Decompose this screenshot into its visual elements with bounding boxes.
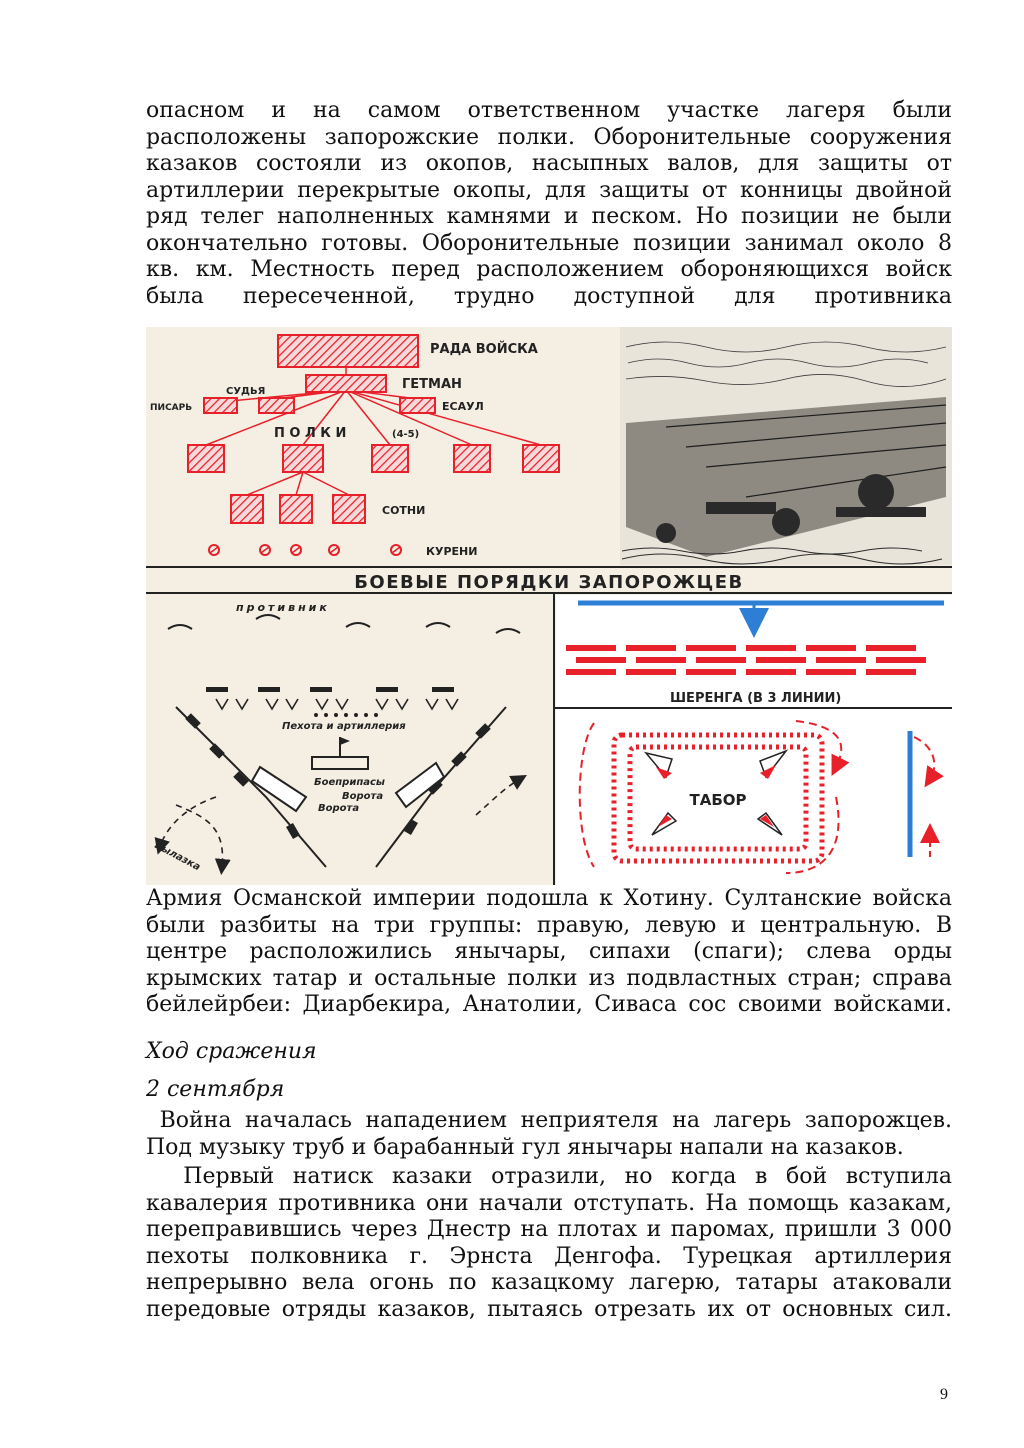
section-heading: [146, 1039, 952, 1066]
paragraph-war-start: [146, 1108, 959, 1161]
kureni-circles: [209, 545, 401, 555]
paragraph-first-assault: [146, 1164, 959, 1323]
rada-label: РАДА ВОЙСКА: [430, 342, 538, 357]
section-heading-text: Ход сражения: [146, 1039, 317, 1064]
boepripasy-label: Боеприпасы: [314, 777, 385, 788]
sudya-label: СУДЬЯ: [226, 386, 266, 397]
sotnya-box: [280, 495, 312, 523]
polk-box: [372, 445, 408, 472]
sudya-box: [259, 398, 294, 413]
polk-box: [454, 445, 490, 472]
esaul-box: [400, 398, 435, 413]
figure-svg: [146, 327, 952, 885]
pisar-box: [204, 398, 237, 413]
getman-label: ГЕТМАН: [402, 377, 462, 392]
battle-formation: [153, 593, 554, 885]
protivnik-label: противник: [236, 601, 330, 614]
paragraph-text: опасном и на самом ответственном участке лагеря были расположены запорожские полки. Оборонительные сооружения казаков состояли из окопов, насыпных валов, для защиты от артиллерии перекрытые окопы, для защиты от конницы двойной ряд телег наполненных камнями и песком. Но позиции не были окончательно готовы. Оборонительные позиции занимал около 8 кв. км. Местность перед расположением обороняющихся войск была пересеченной, трудно доступной для противника: [146, 98, 952, 309]
getman-box: [306, 375, 386, 392]
pehota-label: Пехота и артиллерия: [282, 721, 406, 732]
figure-battle-orders: [146, 327, 952, 885]
sotnya-box: [333, 495, 365, 523]
org-chart: [150, 335, 559, 558]
tabor-diagram: [554, 708, 952, 885]
sotnya-box: [231, 495, 263, 523]
polki-label: П О Л К И: [274, 426, 347, 441]
polk-box: [523, 445, 559, 472]
date-heading-text: 2 сентября: [146, 1077, 285, 1102]
polki-count: (4-5): [392, 429, 420, 440]
enemy-units: [168, 615, 520, 633]
tabor-label: ТАБОР: [689, 791, 747, 809]
engraving-cossack-camp: [620, 327, 952, 565]
vylazka-label: Вылазка: [152, 839, 202, 874]
kureni-label: КУРЕНИ: [426, 545, 478, 558]
infantry-marks: [216, 699, 458, 709]
vorota-label-2: Ворота: [318, 803, 360, 814]
figure-title: БОЕВЫЕ ПОРЯДКИ ЗАПОРОЖЦЕВ: [354, 572, 744, 593]
paragraph-defenses: [146, 98, 952, 310]
page-number: 9: [940, 1386, 948, 1403]
front-line: [206, 687, 454, 692]
date-heading: [146, 1077, 952, 1104]
paragraph-text: Армия Османской империи подошла к Хотину. Султанские войска были разбиты на три группы: правую, левую и центральную. В центре расположились янычары, сипахи (спаги); слева орды крымских татар и остальные полки из подвластных стран; справа бейлейрбеи: Диарбекира, Анатолии, Сиваса сос своими войсками.: [146, 886, 952, 1017]
sherenga-label: ШЕРЕНГА (В 3 ЛИНИИ): [670, 691, 842, 706]
sherenga-diagram: [556, 595, 952, 707]
polk-box: [283, 445, 323, 472]
rada-box: [278, 335, 418, 367]
paragraph-ottoman-army: [146, 886, 952, 1019]
paragraph-text: Война началась нападением неприятеля на лагерь запорожцев. Под музыку труб и барабанный гул янычары напали на казаков.: [146, 1108, 959, 1160]
vorota-label-1: Ворота: [342, 791, 384, 802]
paragraph-text: Первый натиск казаки отразили, но когда в бой вступила кавалерия противника они начали отступать. На помощь казакам, переправившись через Днестр на плотах и паромах, пришли 3 000 пехоты полковника г. Эрнста Денгофа. Турецкая артиллерия непрерывно вела огонь по казацкому лагерю, татары атаковали передовые отряды казаков, пытаясь отрезать их от основных сил.: [146, 1164, 959, 1322]
sotni-label: СОТНИ: [382, 504, 426, 517]
polk-box: [188, 445, 224, 472]
esaul-label: ЕСАУЛ: [442, 400, 484, 413]
pisar-label: ПИСАРЬ: [150, 403, 193, 413]
